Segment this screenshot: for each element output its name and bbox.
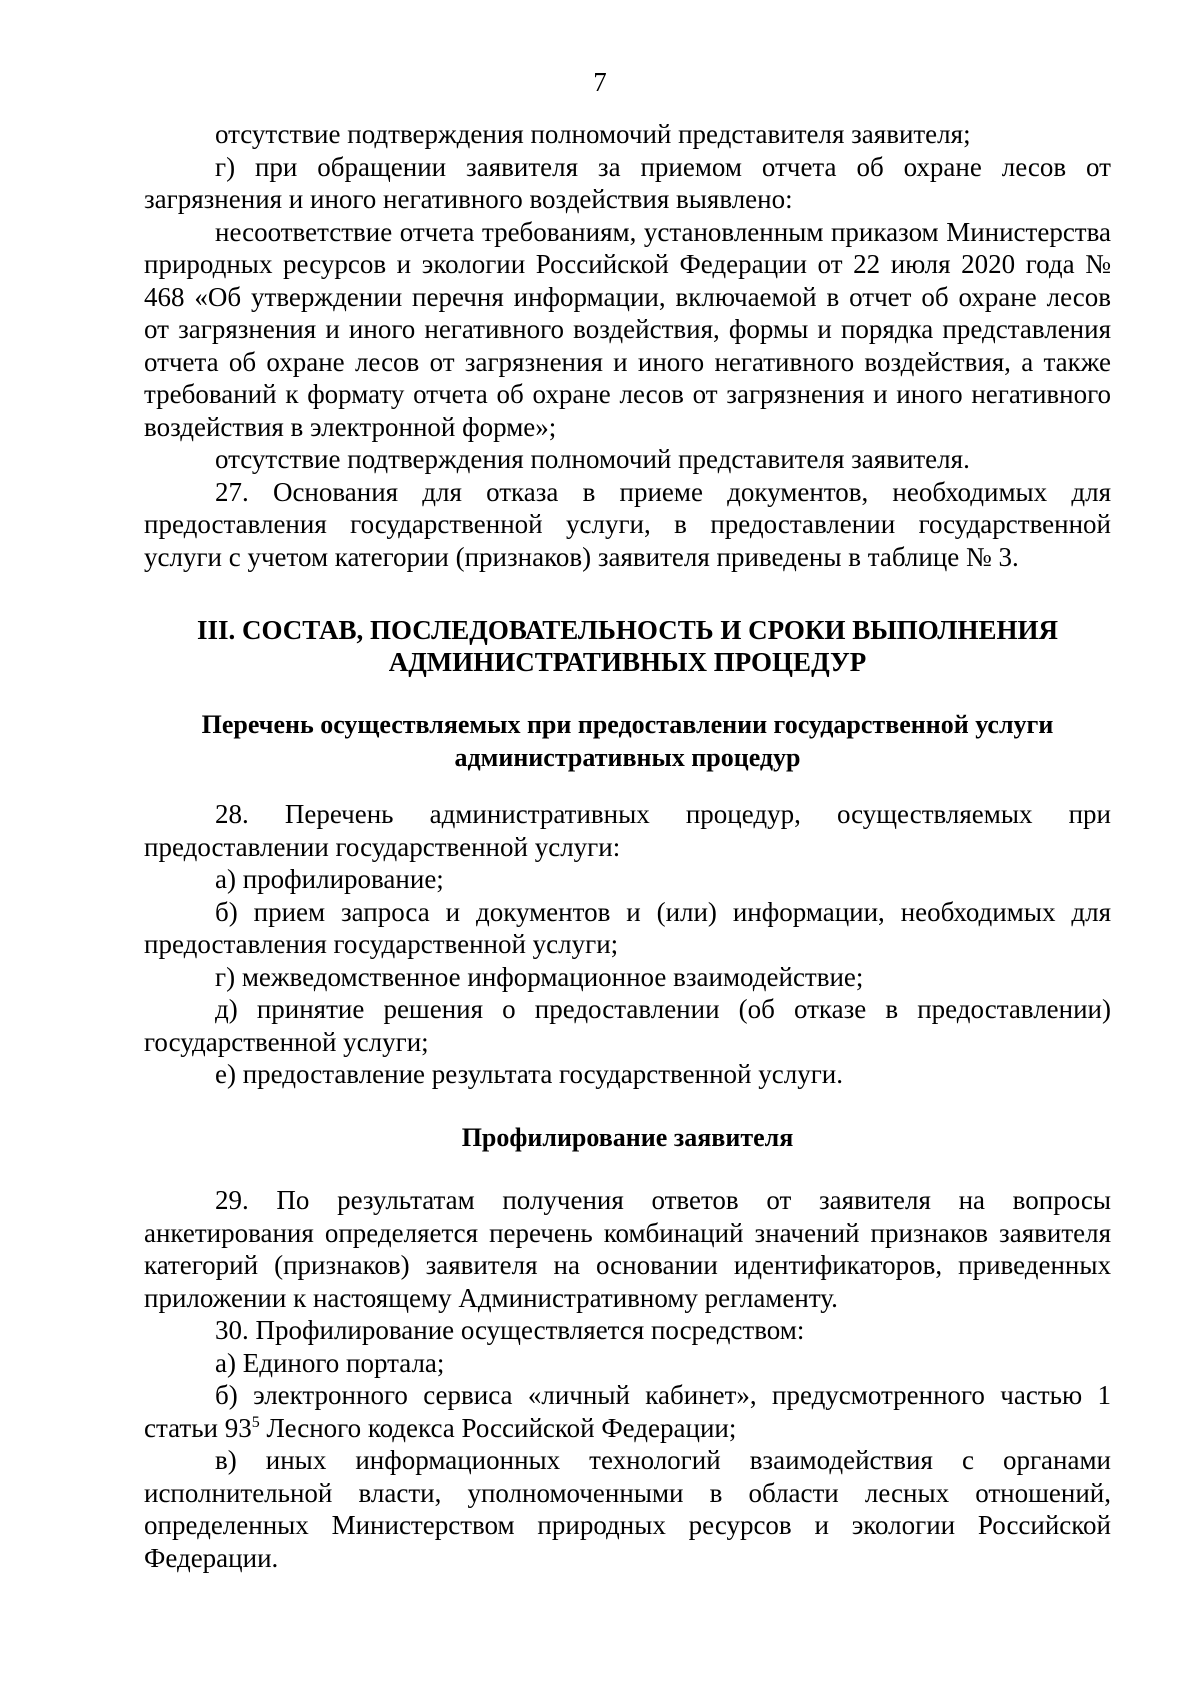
paragraph: 30. Профилирование осуществляется посредством: <box>215 1315 805 1345</box>
text-block-3 <box>144 1184 1111 1574</box>
paragraph: 27. Основания для отказа в приеме документов, необходимых для предоставления государственной услуги, в предоставлении государственной услуги с учетом категории (признаков) заявителя приведены в таблице № 3. <box>144 476 1111 572</box>
list-item: б) прием запроса и документов и (или) информации, необходимых для предоставления государственной услуги; <box>144 896 1111 959</box>
text-block-2 <box>144 798 1111 1091</box>
list-item: е) предоставление результата государственной услуги. <box>215 1059 843 1089</box>
section-title-line: III. СОСТАВ, ПОСЛЕДОВАТЕЛЬНОСТЬ И СРОКИ ВЫПОЛНЕНИЯ <box>196 615 1059 645</box>
subheading-1 <box>144 708 1111 774</box>
paragraph: несоответствие отчета требованиям, установленным приказом Министерства природных ресурсов и экологии Российской Федерации от 22 июля 2020 года № 468 «Об утверждении перечня информации, включаемой в отчет об охране лесов от загрязнения и иного негативного воздействия, формы и порядка представления отчета об охране лесов от загрязнения и иного негативного воздействия, а также требований к формату отчета об охране лесов от загрязнения и иного негативного воздействия в электронной форме»; <box>144 216 1111 442</box>
subtitle-line: административных процедур <box>454 743 801 772</box>
list-item: д) принятие решения о предоставлении (об отказе в предоставлении) государственной услуги; <box>144 994 1111 1057</box>
section-heading <box>144 614 1111 678</box>
list-item: а) профилирование; <box>215 864 444 894</box>
text-block-1 <box>144 118 1111 573</box>
footnote-ref: 5 <box>251 1413 260 1431</box>
list-item: в) иных информационных технологий взаимодействия с органами исполнительной власти, уполномоченными в области лесных отношений, определенных Министерством природных ресурсов и экологии Российской Федерации. <box>144 1445 1111 1573</box>
page-number: 7 <box>593 67 607 97</box>
section-title-line: АДМИНИСТРАТИВНЫХ ПРОЦЕДУР <box>388 647 867 677</box>
p30b-text-end: Лесного кодекса Российской Федерации; <box>259 1412 737 1443</box>
subtitle: Профилирование заявителя <box>461 1123 794 1152</box>
subheading-2 <box>144 1121 1111 1154</box>
paragraph: г) при обращении заявителя за приемом отчета об охране лесов от загрязнения и иного негативного воздействия выявлено: <box>144 151 1111 214</box>
subtitle-line: Перечень осуществляемых при предоставлении государственной услуги <box>201 710 1054 739</box>
paragraph: 28. Перечень административных процедур, осуществляемых при предоставлении государственной услуги: <box>144 799 1111 862</box>
paragraph: 29. По результатам получения ответов от заявителя на вопросы анкетирования определяется перечень комбинаций значений признаков заявителя категорий (признаков) заявителя на основании идентификаторов, приведенных приложении к настоящему Административному регламенту. <box>144 1185 1111 1313</box>
list-item: а) Единого портала; <box>215 1347 445 1378</box>
list-item: г) межведомственное информационное взаимодействие; <box>215 961 864 992</box>
paragraph: отсутствие подтверждения полномочий представителя заявителя. <box>215 444 970 474</box>
paragraph: отсутствие подтверждения полномочий представителя заявителя; <box>215 119 971 149</box>
list-item <box>144 1379 1111 1444</box>
p30b-text: б) электронного сервиса «личный кабинет», предусмотренного частью 1 статьи 93 <box>144 1380 1111 1443</box>
